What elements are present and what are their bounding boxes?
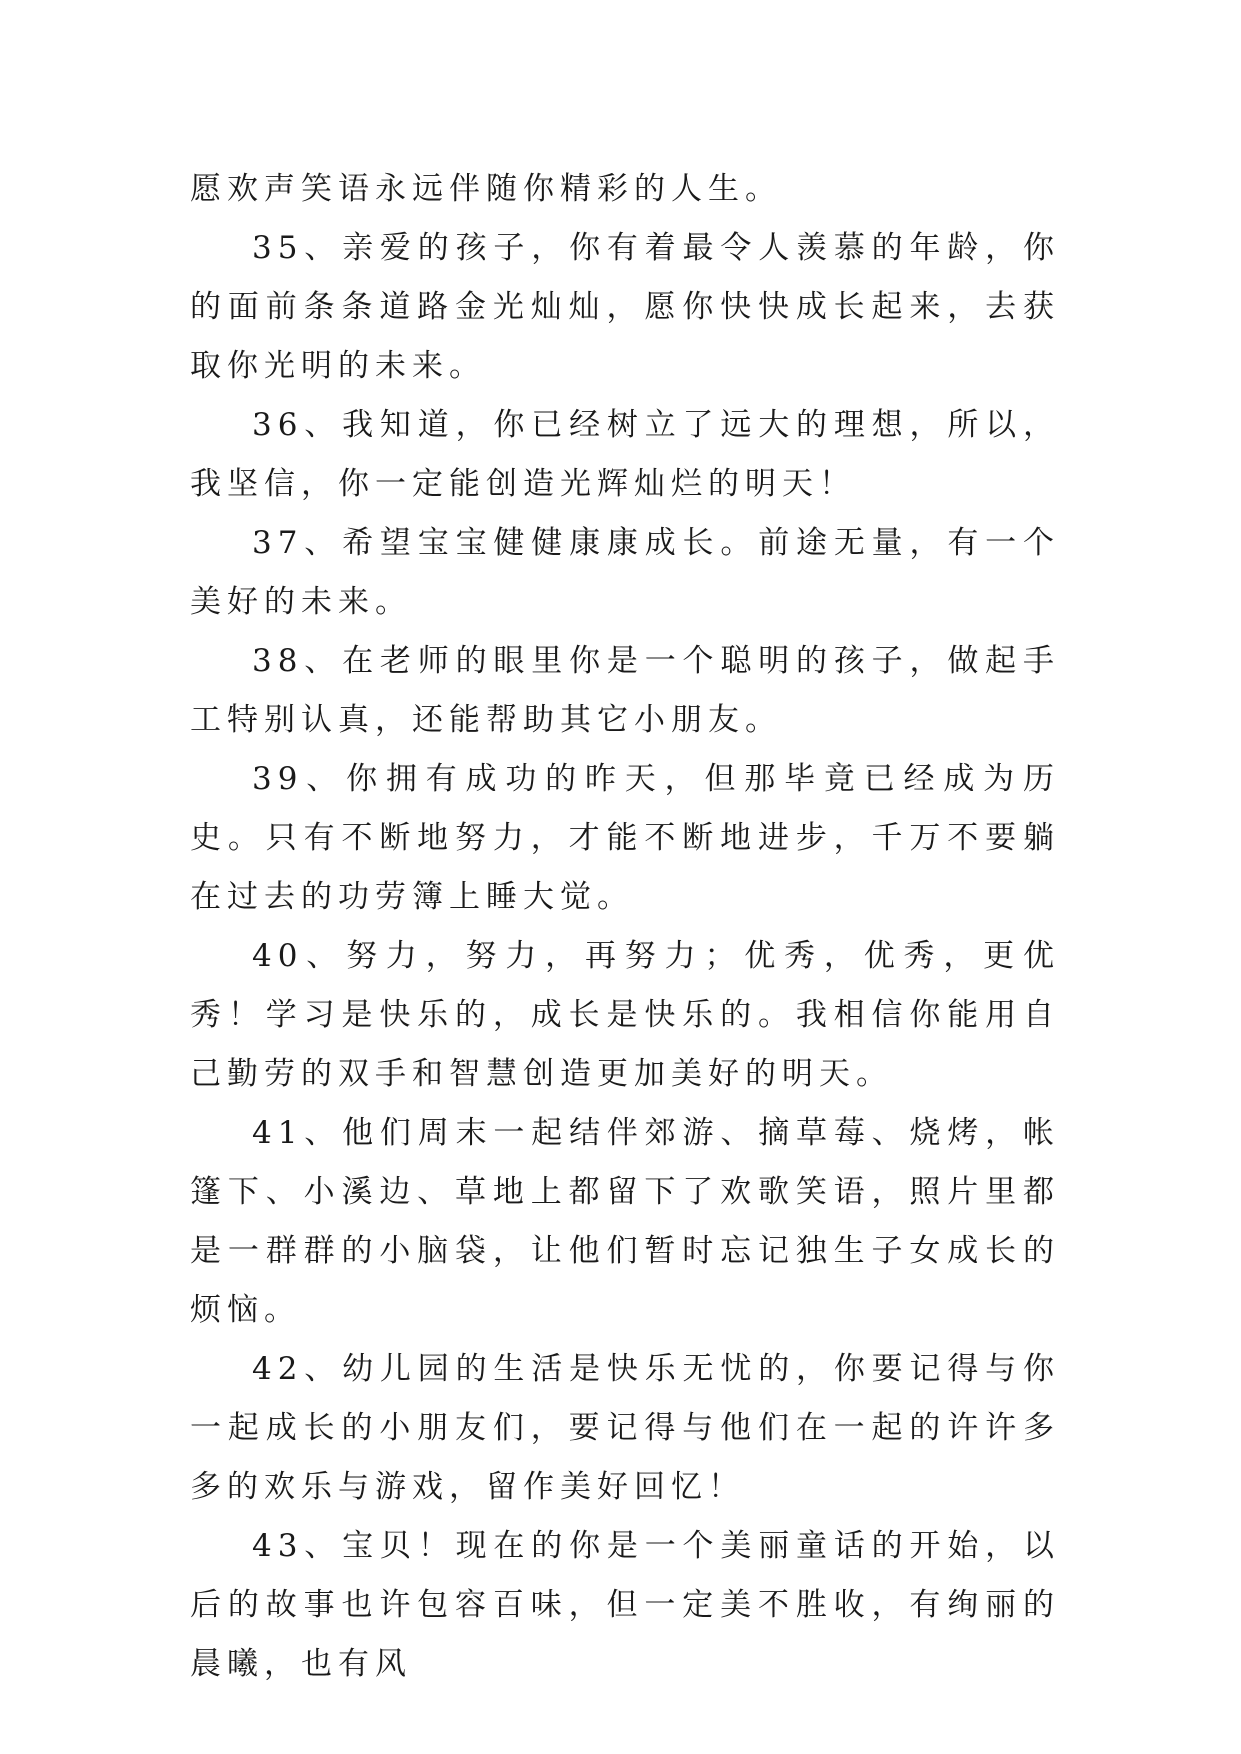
paragraph-40: 40、努力，努力，再努力；优秀，优秀，更优秀！学习是快乐的，成长是快乐的。我相信你能用自己勤劳的双手和智慧创造更加美好的明天。	[190, 938, 1060, 1092]
document-body	[190, 160, 1060, 1694]
paragraph-43: 43、宝贝！现在的你是一个美丽童话的开始，以后的故事也许包容百味，但一定美不胜收，有绚丽的晨曦，也有风	[190, 1528, 1060, 1682]
paragraph-39: 39、你拥有成功的昨天，但那毕竟已经成为历史。只有不断地努力，才能不断地进步，千万不要躺在过去的功劳簿上睡大觉。	[190, 761, 1060, 915]
paragraph-37: 37、希望宝宝健健康康成长。前途无量，有一个美好的未来。	[190, 525, 1060, 620]
paragraph-38: 38、在老师的眼里你是一个聪明的孩子，做起手工特别认真，还能帮助其它小朋友。	[190, 643, 1060, 738]
paragraph-35: 35、亲爱的孩子，你有着最令人羡慕的年龄，你的面前条条道路金光灿灿，愿你快快成长起来，去获取你光明的未来。	[190, 230, 1060, 384]
paragraph-36: 36、我知道，你已经树立了远大的理想，所以，我坚信，你一定能创造光辉灿烂的明天！	[190, 407, 1060, 502]
paragraph-42: 42、幼儿园的生活是快乐无忧的，你要记得与你一起成长的小朋友们，要记得与他们在一起的许许多多的欢乐与游戏，留作美好回忆！	[190, 1351, 1060, 1505]
paragraph-continuation: 愿欢声笑语永远伴随你精彩的人生。	[190, 171, 782, 207]
paragraph-41: 41、他们周末一起结伴郊游、摘草莓、烧烤，帐篷下、小溪边、草地上都留下了欢歌笑语，照片里都是一群群的小脑袋，让他们暂时忘记独生子女成长的烦恼。	[190, 1115, 1060, 1328]
